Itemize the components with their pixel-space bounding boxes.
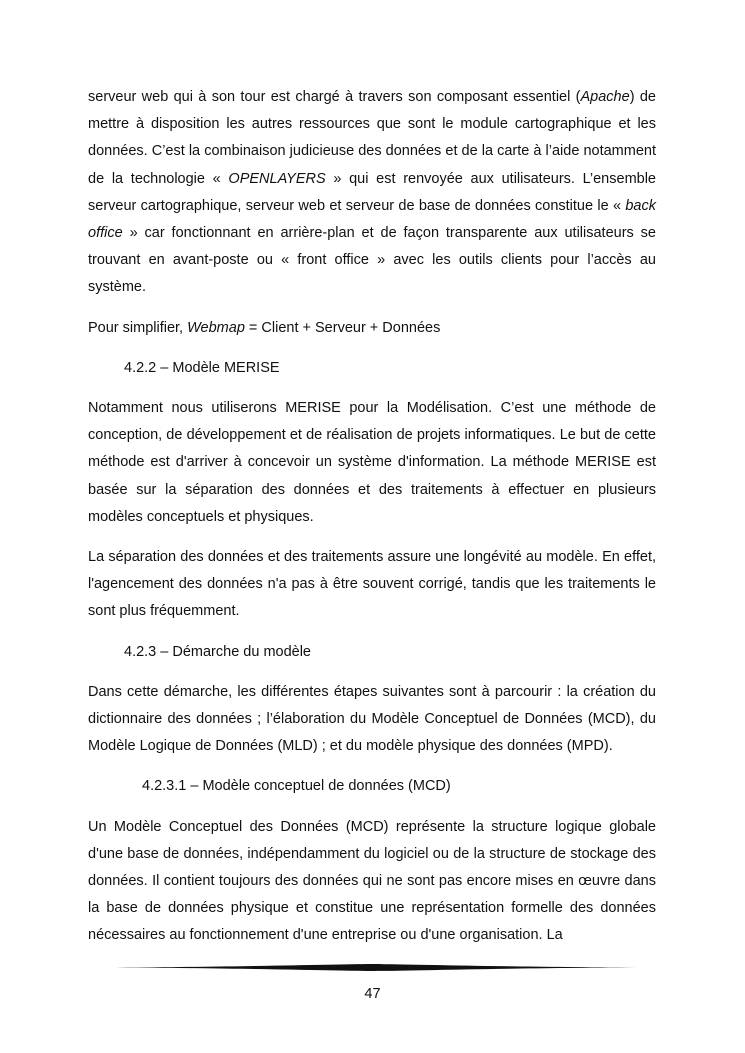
page-body xyxy=(88,84,656,950)
paragraph-merise-separation: La séparation des données et des traitements assure une longévité au modèle. En effet, l'agencement des données n'a pas à être souvent corrigé, tandis que les traitements le sont plus fréquemment. xyxy=(88,549,656,620)
paragraph-webmap-formula: Pour simplifier, Webmap = Client + Serveur + Données xyxy=(88,319,441,336)
paragraph-merise-intro: Notamment nous utiliserons MERISE pour la Modélisation. C’est une méthode de conception, de développement et de réalisation de projets informatiques. Le but de cette méthode est d'arriver à concevoir un système d'information. La méthode MERISE est basée sur la séparation des données et des traitements à effectuer en plusieurs modèles conceptuels et physiques. xyxy=(88,400,656,525)
emphasis-openlayers: OPENLAYERS xyxy=(228,170,326,187)
emphasis-back-office: back office xyxy=(88,197,656,242)
paragraph-mcd: Un Modèle Conceptuel des Données (MCD) représente la structure logique globale d'une base de données, indépendamment du logiciel ou de la structure de stockage des données. Il contient toujours des données qui ne sont pas encore mises en œuvre dans la base de données physique et constitue une représentation formelle des données nécessaires au fonctionnement d'une entreprise ou d'une organisation. La xyxy=(88,818,656,944)
section-heading-4-2-3: 4.2.3 – Démarche du modèle xyxy=(124,643,311,660)
emphasis-webmap: Webmap xyxy=(187,319,245,336)
section-heading-4-2-2: 4.2.2 – Modèle MERISE xyxy=(124,359,280,376)
paragraph-demarche: Dans cette démarche, les différentes étapes suivantes sont à parcourir : la création du dictionnaire des données ; l’élaboration du Modèle Conceptuel de Données (MCD), du Modèle Logique de Données (MLD) ; et du modèle physique des données (MPD). xyxy=(88,683,656,755)
footer-divider xyxy=(103,963,641,972)
paragraph-webmap-architecture: serveur web qui à son tour est chargé à travers son composant essentiel (Apache) de mettre à disposition les autres ressources que sont le module cartographique et les données. C’est la combinaison judicieuse des données et de la carte à l’aide notamment de la technologie « OPENLAYERS » qui est renvoyée aux utilisateurs. L’ensemble serveur cartographique, serveur web et serveur de base de données constitue le « back office » car fonctionnant en arrière-plan et de façon transparente aux utilisateurs se trouvant en avant-poste ou « front office » avec les outils clients pour l’accès au système. xyxy=(88,89,656,296)
section-heading-4-2-3-1: 4.2.3.1 – Modèle conceptuel de données (MCD) xyxy=(142,778,451,795)
emphasis-apache: Apache xyxy=(580,89,630,105)
page-number: 47 xyxy=(364,986,381,1002)
